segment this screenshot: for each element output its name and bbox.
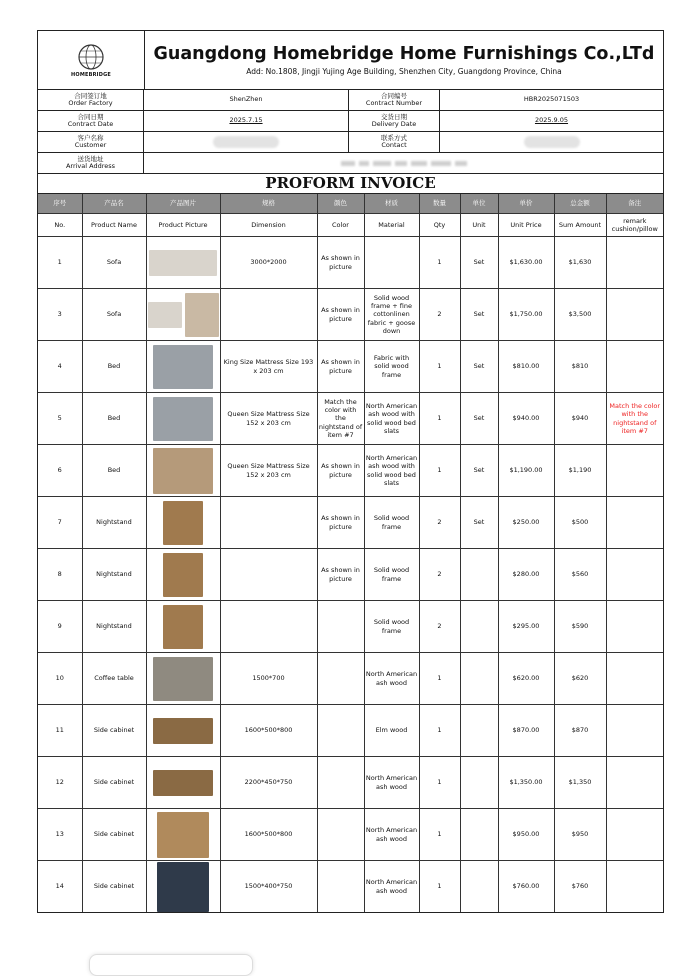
price-cell: $280.00 [498, 549, 554, 601]
product-picture-cell [146, 341, 220, 393]
sum-cell: $590 [554, 601, 606, 653]
color-cell: Match the color with the nightstand of item #7 [317, 393, 364, 445]
name-cell: Bed [82, 445, 146, 497]
material-cell: Solid wood frame [364, 549, 419, 601]
dim-cell: 1500*400*750 [220, 861, 317, 913]
invoice-title: PROFORM INVOICE [38, 174, 663, 194]
table-row [38, 393, 663, 445]
material-cell: Solid wood frame [364, 497, 419, 549]
price-cell: $760.00 [498, 861, 554, 913]
product-picture-cell [146, 809, 220, 861]
sum-cell: $1,630 [554, 237, 606, 289]
name-cell: Sofa [82, 289, 146, 341]
table-row [38, 757, 663, 809]
header-en-cell: Product Name [82, 214, 146, 237]
header-cn-cell: 产品名 [82, 194, 146, 214]
qty-cell: 2 [419, 549, 460, 601]
name-cell: Sofa [82, 237, 146, 289]
nightstand-photo [163, 501, 203, 545]
remark-cell [606, 601, 663, 653]
sum-cell: $950 [554, 809, 606, 861]
table-row [38, 861, 663, 913]
nightstand-photo [163, 553, 203, 597]
header-cn-cell: 规格 [220, 194, 317, 214]
remark-cell [606, 809, 663, 861]
header-cn-cell: 单价 [498, 194, 554, 214]
invoice-header [38, 31, 663, 90]
contract-number-value: HBR2025071503 [440, 90, 663, 111]
invoice-table [38, 194, 663, 912]
header-cn-cell: 数量 [419, 194, 460, 214]
side-cabinet-photo [153, 770, 213, 796]
dim-cell: 1500*700 [220, 653, 317, 705]
side-cabinet-photo [153, 718, 213, 744]
remark-cell [606, 237, 663, 289]
unit-cell: Set [460, 393, 498, 445]
qty-cell: 2 [419, 601, 460, 653]
table-row [38, 549, 663, 601]
unit-cell [460, 861, 498, 913]
dim-cell [220, 497, 317, 549]
customer-label: 客户名称 Customer [38, 132, 144, 153]
product-picture-cell [146, 237, 220, 289]
header-en-cell: No. [38, 214, 82, 237]
no-cell: 10 [38, 653, 82, 705]
name-cell: Nightstand [82, 601, 146, 653]
arrival-address-redacted [144, 153, 663, 173]
unit-cell: Set [460, 341, 498, 393]
name-cell: Nightstand [82, 497, 146, 549]
living-room-photo [185, 293, 219, 337]
color-cell: As shown in picture [317, 549, 364, 601]
no-cell: 13 [38, 809, 82, 861]
color-cell: As shown in picture [317, 289, 364, 341]
header-cn-cell: 序号 [38, 194, 82, 214]
unit-cell [460, 549, 498, 601]
bed-photo [153, 397, 213, 441]
unit-cell: Set [460, 497, 498, 549]
globe-icon [77, 43, 105, 71]
unit-cell [460, 601, 498, 653]
price-cell: $250.00 [498, 497, 554, 549]
remark-cell [606, 341, 663, 393]
contact-label: 联系方式 Contact [349, 132, 440, 153]
unit-cell [460, 705, 498, 757]
qty-cell: 1 [419, 393, 460, 445]
qty-cell: 2 [419, 497, 460, 549]
product-picture-cell [146, 757, 220, 809]
product-picture-cell [146, 861, 220, 913]
remark-cell [606, 445, 663, 497]
dim-cell [220, 549, 317, 601]
qty-cell: 1 [419, 237, 460, 289]
material-cell: North American ash wood [364, 861, 419, 913]
company-address: Add: No.1808, Jingji Yujing Age Building, Shenzhen City, Guangdong Province, China [246, 67, 562, 76]
header-row-chinese [38, 194, 663, 214]
no-cell: 11 [38, 705, 82, 757]
product-picture-cell [146, 705, 220, 757]
sum-cell: $1,190 [554, 445, 606, 497]
product-picture-cell [146, 653, 220, 705]
coffee-table-photo [153, 657, 213, 701]
sum-cell: $810 [554, 341, 606, 393]
order-factory-label: 合同签订地 Order Factory [38, 90, 144, 111]
table-row [38, 653, 663, 705]
product-picture-cell [146, 601, 220, 653]
unit-cell: Set [460, 445, 498, 497]
qty-cell: 1 [419, 653, 460, 705]
unit-cell [460, 653, 498, 705]
sum-cell: $3,500 [554, 289, 606, 341]
qty-cell: 1 [419, 809, 460, 861]
invoice-sheet [37, 30, 664, 913]
material-cell: North American ash wood with solid wood bed slats [364, 393, 419, 445]
product-picture-cell [146, 549, 220, 601]
price-cell: $1,750.00 [498, 289, 554, 341]
material-cell: North American ash wood [364, 809, 419, 861]
unit-cell: Set [460, 289, 498, 341]
no-cell: 9 [38, 601, 82, 653]
unit-cell [460, 809, 498, 861]
color-cell: As shown in picture [317, 237, 364, 289]
no-cell: 4 [38, 341, 82, 393]
header-en-cell: Sum Amount [554, 214, 606, 237]
dim-cell: King Size Mattress Size 193 x 203 cm [220, 341, 317, 393]
company-logo [38, 31, 145, 89]
remark-cell [606, 289, 663, 341]
color-cell [317, 809, 364, 861]
color-cell: As shown in picture [317, 445, 364, 497]
sum-cell: $940 [554, 393, 606, 445]
remark-cell [606, 497, 663, 549]
material-cell: North American ash wood [364, 653, 419, 705]
qty-cell: 1 [419, 705, 460, 757]
remark-cell: Match the color with the nightstand of item #7 [606, 393, 663, 445]
material-cell: Solid wood frame [364, 601, 419, 653]
remark-cell [606, 549, 663, 601]
table-row [38, 237, 663, 289]
qty-cell: 2 [419, 289, 460, 341]
name-cell: Coffee table [82, 653, 146, 705]
sofa-photo [149, 250, 217, 276]
sum-cell: $870 [554, 705, 606, 757]
no-cell: 5 [38, 393, 82, 445]
price-cell: $620.00 [498, 653, 554, 705]
header-row-english [38, 214, 663, 237]
no-cell: 1 [38, 237, 82, 289]
header-en-cell: Unit Price [498, 214, 554, 237]
table-row [38, 445, 663, 497]
sum-cell: $1,350 [554, 757, 606, 809]
price-cell: $940.00 [498, 393, 554, 445]
remark-cell [606, 861, 663, 913]
dresser-photo [157, 812, 209, 858]
header-cn-cell: 总金额 [554, 194, 606, 214]
header-en-cell: Qty [419, 214, 460, 237]
table-row [38, 341, 663, 393]
header-cn-cell: 产品图片 [146, 194, 220, 214]
customer-value-redacted [144, 132, 349, 153]
no-cell: 8 [38, 549, 82, 601]
unit-cell [460, 757, 498, 809]
product-picture-cell [146, 497, 220, 549]
arrival-address-label: 送货地址 Arrival Address [38, 153, 144, 173]
name-cell: Side cabinet [82, 861, 146, 913]
price-cell: $950.00 [498, 809, 554, 861]
color-cell: As shown in picture [317, 341, 364, 393]
qty-cell: 1 [419, 445, 460, 497]
color-cell [317, 757, 364, 809]
company-name: Guangdong Homebridge Home Furnishings Co.,LTd [153, 44, 655, 64]
header-cn-cell: 颜色 [317, 194, 364, 214]
bed-photo [153, 345, 213, 389]
delivery-date-label: 交货日期 Delivery Date [349, 111, 440, 132]
material-cell: Fabric with solid wood frame [364, 341, 419, 393]
product-picture-cell [146, 445, 220, 497]
price-cell: $1,350.00 [498, 757, 554, 809]
price-cell: $1,630.00 [498, 237, 554, 289]
contract-number-label: 合同编号 Contract Number [349, 90, 440, 111]
logo-brand-text: HOMEBRIDGE [70, 71, 112, 78]
material-cell: Solid wood frame + fine cottonlinen fabric + goose down [364, 289, 419, 341]
header-en-cell: Dimension [220, 214, 317, 237]
table-row [38, 601, 663, 653]
name-cell: Side cabinet [82, 757, 146, 809]
dim-cell [220, 289, 317, 341]
order-factory-value: ShenZhen [144, 90, 349, 111]
product-picture-cell [146, 289, 220, 341]
delivery-date-value: 2025.9.05 [440, 111, 663, 132]
floating-popup[interactable] [89, 954, 253, 976]
contract-date-value: 2025.7.15 [144, 111, 349, 132]
no-cell: 12 [38, 757, 82, 809]
no-cell: 6 [38, 445, 82, 497]
color-cell [317, 861, 364, 913]
material-cell: Elm wood [364, 705, 419, 757]
color-cell [317, 653, 364, 705]
price-cell: $295.00 [498, 601, 554, 653]
remark-cell [606, 757, 663, 809]
no-cell: 3 [38, 289, 82, 341]
qty-cell: 1 [419, 341, 460, 393]
header-en-cell: Unit [460, 214, 498, 237]
header-en-cell: remark cushion/pillow [606, 214, 663, 237]
sum-cell: $560 [554, 549, 606, 601]
qty-cell: 1 [419, 861, 460, 913]
dim-cell: 3000*2000 [220, 237, 317, 289]
price-cell: $1,190.00 [498, 445, 554, 497]
name-cell: Side cabinet [82, 705, 146, 757]
sum-cell: $500 [554, 497, 606, 549]
table-row [38, 705, 663, 757]
table-row [38, 809, 663, 861]
nightstand-photo [163, 605, 203, 649]
header-cn-cell: 备注 [606, 194, 663, 214]
sum-cell: $620 [554, 653, 606, 705]
header-cn-cell: 材质 [364, 194, 419, 214]
name-cell: Nightstand [82, 549, 146, 601]
canopy-bed-photo [153, 448, 213, 494]
material-cell: North American ash wood with solid wood bed slats [364, 445, 419, 497]
product-picture-cell [146, 393, 220, 445]
header-en-cell: Product Picture [146, 214, 220, 237]
dim-cell: Queen Size Mattress Size 152 x 203 cm [220, 393, 317, 445]
unit-cell: Set [460, 237, 498, 289]
no-cell: 7 [38, 497, 82, 549]
dim-cell: 1600*500*800 [220, 705, 317, 757]
dark-cabinet-photo [157, 862, 209, 912]
name-cell: Bed [82, 341, 146, 393]
price-cell: $810.00 [498, 341, 554, 393]
header-en-cell: Material [364, 214, 419, 237]
color-cell [317, 705, 364, 757]
dim-cell [220, 601, 317, 653]
sum-cell: $760 [554, 861, 606, 913]
material-cell [364, 237, 419, 289]
material-cell: North American ash wood [364, 757, 419, 809]
qty-cell: 1 [419, 757, 460, 809]
sofa-photo [148, 302, 182, 328]
contract-date-label: 合同日期 Contract Date [38, 111, 144, 132]
remark-cell [606, 705, 663, 757]
remark-cell [606, 653, 663, 705]
contract-info-grid [38, 90, 663, 174]
color-cell: As shown in picture [317, 497, 364, 549]
table-row [38, 289, 663, 341]
no-cell: 14 [38, 861, 82, 913]
dim-cell: Queen Size Mattress Size 152 x 203 cm [220, 445, 317, 497]
name-cell: Side cabinet [82, 809, 146, 861]
header-cn-cell: 单位 [460, 194, 498, 214]
table-row [38, 497, 663, 549]
contact-value-redacted [440, 132, 663, 153]
color-cell [317, 601, 364, 653]
name-cell: Bed [82, 393, 146, 445]
dim-cell: 2200*450*750 [220, 757, 317, 809]
price-cell: $870.00 [498, 705, 554, 757]
dim-cell: 1600*500*800 [220, 809, 317, 861]
header-en-cell: Color [317, 214, 364, 237]
